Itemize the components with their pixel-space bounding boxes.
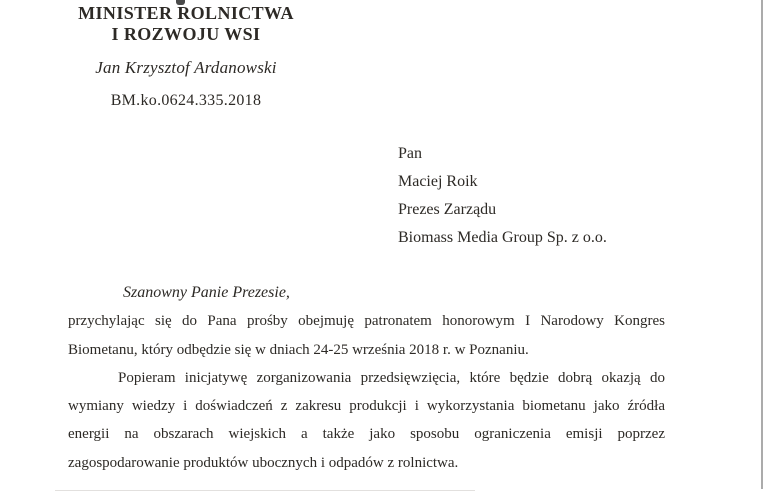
recipient-line-name: Maciej Roik xyxy=(398,173,478,190)
paragraph2-line1: Popieram inicjatywę zorganizowania przedsięwzięcia, które będzie dobrą okazją do xyxy=(118,369,665,386)
paragraph2-line2: wymiany wiedzy i doświadczeń z zakresu produkcji i wykorzystania biometanu jako źródła xyxy=(68,398,665,415)
sender-title-line1: MINISTER ROLNICTWA xyxy=(78,3,294,23)
minister-name: Jan Krzysztof Ardanowski xyxy=(95,58,277,77)
letterhead xyxy=(0,3,372,110)
paragraph1-line1: przychylając się do Pana prośby obejmuję patronatem honorowym I Narodowy Kongres xyxy=(68,313,665,330)
paragraph1-line2: Biometanu, który odbędzie się w dniach 24-25 września 2018 r. w Poznaniu. xyxy=(68,341,529,358)
scan-edge-line xyxy=(761,0,763,489)
recipient-line-salutation: Pan xyxy=(398,145,422,162)
recipient-line-company: Biomass Media Group Sp. z o.o. xyxy=(398,229,607,246)
recipient-block xyxy=(398,140,607,252)
recipient-line-position: Prezes Zarządu xyxy=(398,201,497,218)
salutation: Szanowny Panie Prezesie, xyxy=(123,284,290,301)
paragraph2-line4: zagospodarowanie produktów ubocznych i odpadów z rolnictwa. xyxy=(68,454,459,471)
paragraph2-line3: energii na obszarach wiejskich a także jako sposobu ograniczenia emisji poprzez xyxy=(68,426,665,443)
letter-body xyxy=(68,279,665,477)
sender-title-line2: I ROZWOJU WSI xyxy=(111,24,261,44)
scan-artifact-line xyxy=(55,490,475,491)
reference-number: BM.ko.0624.335.2018 xyxy=(110,92,262,109)
